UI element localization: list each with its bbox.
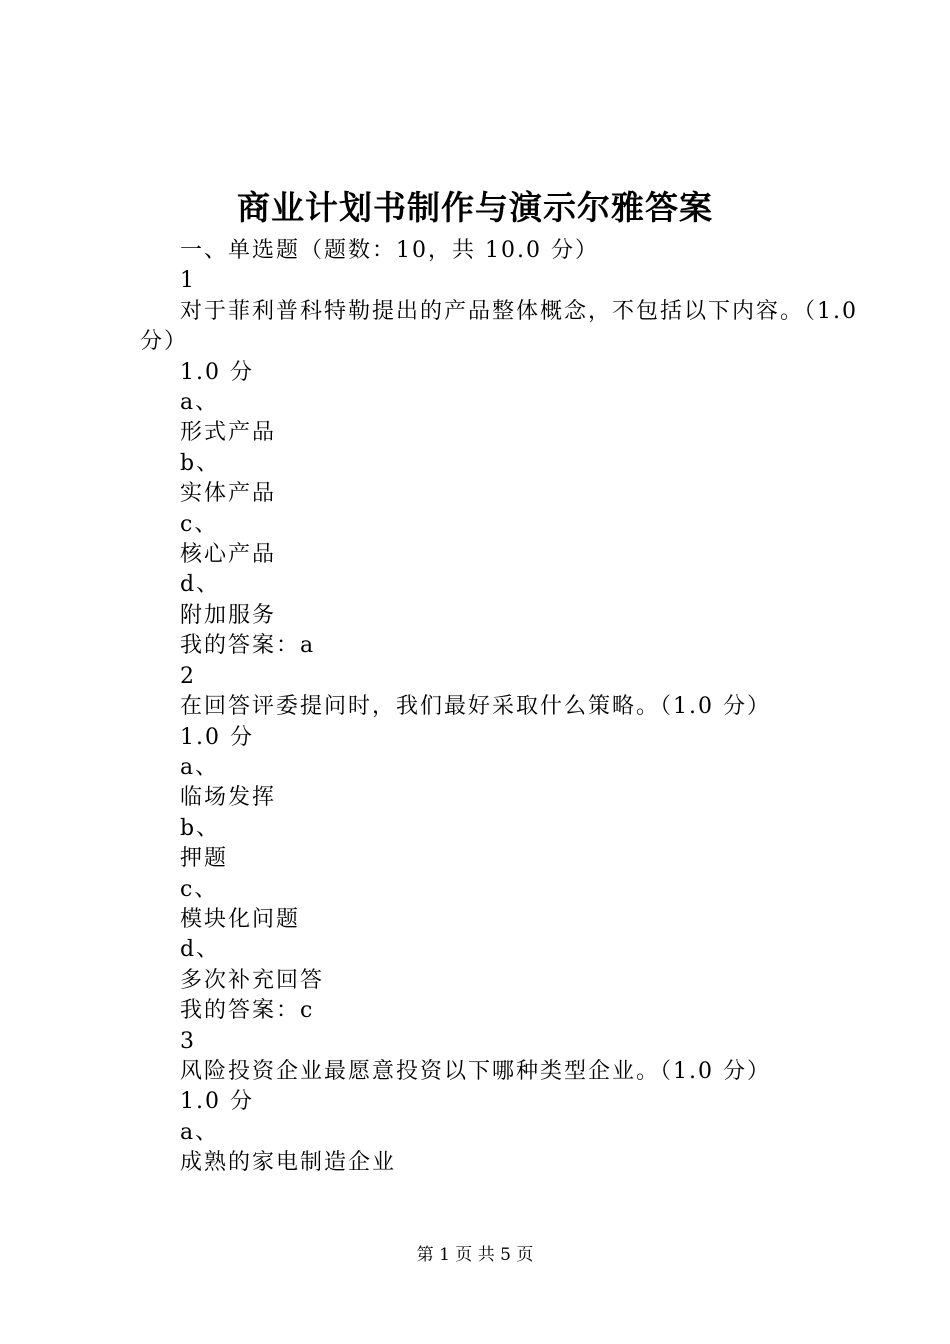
option-letter: d、 bbox=[180, 572, 221, 598]
page-footer: 第 1 页 共 5 页 bbox=[416, 1245, 534, 1265]
question-score: 1.0 分 bbox=[180, 1089, 254, 1115]
option-letter: a、 bbox=[180, 390, 220, 416]
my-answer: 我的答案：c bbox=[180, 998, 315, 1024]
option-text: 多次补充回答 bbox=[180, 967, 325, 993]
option-letter: a、 bbox=[180, 1119, 220, 1145]
question-number: 3 bbox=[180, 1028, 196, 1054]
question-text: 风险投资企业最愿意投资以下哪种类型企业。（1.0 分） bbox=[180, 1058, 771, 1084]
option-letter: b、 bbox=[180, 815, 221, 841]
question-text: 对于菲利普科特勒提出的产品整体概念，不包括以下内容。（1.0 分） bbox=[140, 298, 858, 355]
question-number: 2 bbox=[180, 663, 196, 689]
section-heading: 一、单选题（题数：10，共 10.0 分） bbox=[180, 238, 599, 263]
option-text: 成熟的家电制造企业 bbox=[180, 1150, 397, 1176]
my-answer: 我的答案：a bbox=[180, 633, 316, 659]
question-score: 1.0 分 bbox=[180, 724, 254, 750]
option-letter: d、 bbox=[180, 937, 221, 963]
option-text: 押题 bbox=[180, 846, 229, 872]
document-title: 商业计划书制作与演示尔雅答案 bbox=[237, 188, 713, 227]
option-text: 核心产品 bbox=[180, 542, 277, 568]
option-text: 临场发挥 bbox=[180, 785, 277, 811]
question-score: 1.0 分 bbox=[180, 359, 254, 385]
option-letter: b、 bbox=[180, 450, 221, 476]
option-text: 附加服务 bbox=[180, 602, 277, 628]
question-text: 在回答评委提问时，我们最好采取什么策略。（1.0 分） bbox=[180, 694, 771, 720]
document-body bbox=[140, 236, 870, 1179]
option-text: 形式产品 bbox=[180, 420, 277, 446]
question-number: 1 bbox=[180, 268, 196, 294]
option-letter: c、 bbox=[180, 511, 219, 537]
option-text: 实体产品 bbox=[180, 481, 277, 507]
option-letter: a、 bbox=[180, 754, 220, 780]
option-letter: c、 bbox=[180, 876, 219, 902]
option-text: 模块化问题 bbox=[180, 906, 301, 932]
